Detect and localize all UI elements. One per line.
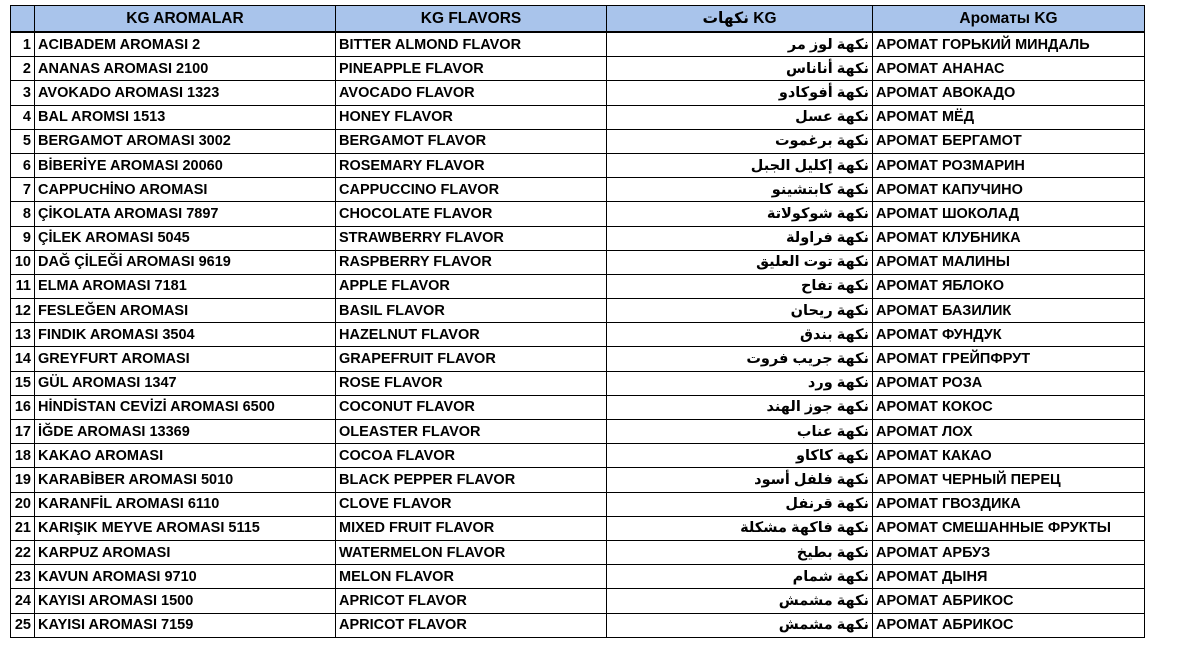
english-name-cell: APRICOT FLAVOR <box>336 613 607 637</box>
turkish-name-cell: İĞDE AROMASI 13369 <box>35 420 336 444</box>
turkish-name-cell: KAYISI AROMASI 7159 <box>35 613 336 637</box>
table-row <box>11 81 1145 105</box>
arabic-name-cell: نكهة فاكهة مشكلة <box>607 516 873 540</box>
russian-name-cell: АРОМАТ ГВОЗДИКА <box>873 492 1145 516</box>
header-row <box>11 6 1145 33</box>
turkish-name-cell: BİBERİYE AROMASI 20060 <box>35 153 336 177</box>
row-number-cell: 19 <box>11 468 35 492</box>
russian-name-cell: АРОМАТ КЛУБНИКА <box>873 226 1145 250</box>
row-number-cell: 14 <box>11 347 35 371</box>
arabic-name-cell: نكهة مشمش <box>607 613 873 637</box>
russian-name-cell: АРОМАТ ЛОХ <box>873 420 1145 444</box>
english-name-cell: BERGAMOT FLAVOR <box>336 129 607 153</box>
arabic-name-cell: نكهة مشمش <box>607 589 873 613</box>
row-number-cell: 22 <box>11 540 35 564</box>
row-number-cell: 20 <box>11 492 35 516</box>
table-row <box>11 105 1145 129</box>
table-row <box>11 129 1145 153</box>
arabic-name-cell: نكهة قرنفل <box>607 492 873 516</box>
english-name-cell: HONEY FLAVOR <box>336 105 607 129</box>
arabic-name-cell: نكهة جوز الهند <box>607 395 873 419</box>
turkish-name-cell: CAPPUCHİNO AROMASI <box>35 178 336 202</box>
russian-name-cell: АРОМАТ МЁД <box>873 105 1145 129</box>
english-name-cell: GRAPEFRUIT FLAVOR <box>336 347 607 371</box>
row-number-cell: 25 <box>11 613 35 637</box>
table-row <box>11 323 1145 347</box>
english-name-cell: BLACK PEPPER FLAVOR <box>336 468 607 492</box>
table-row <box>11 589 1145 613</box>
arabic-name-cell: نكهة تفاح <box>607 274 873 298</box>
russian-name-cell: АРОМАТ ГРЕЙПФРУТ <box>873 347 1145 371</box>
turkish-name-cell: GREYFURT AROMASI <box>35 347 336 371</box>
table-row <box>11 613 1145 637</box>
russian-name-cell: АРОМАТ АНАНАС <box>873 57 1145 81</box>
table-row <box>11 444 1145 468</box>
row-number-cell: 7 <box>11 178 35 202</box>
english-name-cell: BASIL FLAVOR <box>336 299 607 323</box>
arabic-name-cell: نكهة جريب فروت <box>607 347 873 371</box>
turkish-name-cell: AVOKADO AROMASI 1323 <box>35 81 336 105</box>
arabic-name-cell: نكهة عناب <box>607 420 873 444</box>
english-name-cell: WATERMELON FLAVOR <box>336 540 607 564</box>
table-row <box>11 274 1145 298</box>
arabic-name-cell: نكهة إكليل الجبل <box>607 153 873 177</box>
turkish-name-cell: GÜL AROMASI 1347 <box>35 371 336 395</box>
row-number-cell: 18 <box>11 444 35 468</box>
arabic-name-cell: نكهة كابتشينو <box>607 178 873 202</box>
row-number-cell: 21 <box>11 516 35 540</box>
table-row <box>11 565 1145 589</box>
turkish-name-cell: KAVUN AROMASI 9710 <box>35 565 336 589</box>
table-row <box>11 299 1145 323</box>
table-row <box>11 371 1145 395</box>
russian-name-cell: АРОМАТ МАЛИНЫ <box>873 250 1145 274</box>
russian-name-cell: АРОМАТ ШОКОЛАД <box>873 202 1145 226</box>
arabic-name-cell: نكهة أفوكادو <box>607 81 873 105</box>
turkish-name-cell: HİNDİSTAN CEVİZİ AROMASI 6500 <box>35 395 336 419</box>
russian-name-cell: АРОМАТ АБРИКОС <box>873 589 1145 613</box>
arabic-name-cell: نكهة شوكولاتة <box>607 202 873 226</box>
arabic-name-cell: نكهة فراولة <box>607 226 873 250</box>
row-number-cell: 16 <box>11 395 35 419</box>
english-name-cell: CLOVE FLAVOR <box>336 492 607 516</box>
turkish-name-cell: ANANAS AROMASI 2100 <box>35 57 336 81</box>
table-row <box>11 492 1145 516</box>
english-name-cell: APPLE FLAVOR <box>336 274 607 298</box>
english-name-cell: CAPPUCCINO FLAVOR <box>336 178 607 202</box>
row-number-cell: 9 <box>11 226 35 250</box>
row-number-cell: 5 <box>11 129 35 153</box>
russian-name-cell: АРОМАТ АВОКАДО <box>873 81 1145 105</box>
english-name-cell: OLEASTER FLAVOR <box>336 420 607 444</box>
turkish-name-cell: ELMA AROMASI 7181 <box>35 274 336 298</box>
turkish-name-cell: BAL AROMSI 1513 <box>35 105 336 129</box>
turkish-name-cell: FINDIK AROMASI 3504 <box>35 323 336 347</box>
russian-name-cell: АРОМАТ АБРИКОС <box>873 613 1145 637</box>
russian-name-cell: АРОМАТ ДЫНЯ <box>873 565 1145 589</box>
english-name-cell: COCONUT FLAVOR <box>336 395 607 419</box>
row-number-cell: 17 <box>11 420 35 444</box>
russian-name-cell: АРОМАТ АРБУЗ <box>873 540 1145 564</box>
arabic-name-cell: نكهة بطيخ <box>607 540 873 564</box>
row-number-cell: 1 <box>11 32 35 57</box>
turkish-name-cell: KARPUZ AROMASI <box>35 540 336 564</box>
table-row <box>11 395 1145 419</box>
table-row <box>11 226 1145 250</box>
russian-name-cell: АРОМАТ КАКАО <box>873 444 1145 468</box>
row-number-cell: 2 <box>11 57 35 81</box>
header-number <box>11 6 35 33</box>
row-number-cell: 24 <box>11 589 35 613</box>
table-row <box>11 202 1145 226</box>
english-name-cell: ROSEMARY FLAVOR <box>336 153 607 177</box>
english-name-cell: HAZELNUT FLAVOR <box>336 323 607 347</box>
table-row <box>11 57 1145 81</box>
arabic-name-cell: نكهة عسل <box>607 105 873 129</box>
row-number-cell: 10 <box>11 250 35 274</box>
russian-name-cell: АРОМАТ КОКОС <box>873 395 1145 419</box>
russian-name-cell: АРОМАТ БЕРГАМОТ <box>873 129 1145 153</box>
row-number-cell: 13 <box>11 323 35 347</box>
table-row <box>11 516 1145 540</box>
arabic-name-cell: نكهة كاكاو <box>607 444 873 468</box>
arabic-name-cell: نكهة شمام <box>607 565 873 589</box>
header-arabic: نكهات KG <box>607 6 873 33</box>
turkish-name-cell: DAĞ ÇİLEĞİ AROMASI 9619 <box>35 250 336 274</box>
russian-name-cell: АРОМАТ РОЗМАРИН <box>873 153 1145 177</box>
english-name-cell: AVOCADO FLAVOR <box>336 81 607 105</box>
table-row <box>11 540 1145 564</box>
arabic-name-cell: نكهة ورد <box>607 371 873 395</box>
english-name-cell: ROSE FLAVOR <box>336 371 607 395</box>
turkish-name-cell: ÇİLEK AROMASI 5045 <box>35 226 336 250</box>
arabic-name-cell: نكهة أناناس <box>607 57 873 81</box>
row-number-cell: 11 <box>11 274 35 298</box>
header-turkish: KG AROMALAR <box>35 6 336 33</box>
turkish-name-cell: KARANFİL AROMASI 6110 <box>35 492 336 516</box>
row-number-cell: 4 <box>11 105 35 129</box>
russian-name-cell: АРОМАТ СМЕШАННЫЕ ФРУКТЫ <box>873 516 1145 540</box>
flavor-table <box>10 5 1145 638</box>
table-row <box>11 178 1145 202</box>
english-name-cell: MIXED FRUIT FLAVOR <box>336 516 607 540</box>
turkish-name-cell: KARIŞIK MEYVE AROMASI 5115 <box>35 516 336 540</box>
english-name-cell: COCOA FLAVOR <box>336 444 607 468</box>
russian-name-cell: АРОМАТ РОЗА <box>873 371 1145 395</box>
english-name-cell: RASPBERRY FLAVOR <box>336 250 607 274</box>
table-row <box>11 347 1145 371</box>
row-number-cell: 3 <box>11 81 35 105</box>
table-row <box>11 420 1145 444</box>
table-row <box>11 468 1145 492</box>
arabic-name-cell: نكهة لوز مر <box>607 32 873 57</box>
russian-name-cell: АРОМАТ ГОРЬКИЙ МИНДАЛЬ <box>873 32 1145 57</box>
english-name-cell: CHOCOLATE FLAVOR <box>336 202 607 226</box>
english-name-cell: PINEAPPLE FLAVOR <box>336 57 607 81</box>
turkish-name-cell: ÇİKOLATA AROMASI 7897 <box>35 202 336 226</box>
russian-name-cell: АРОМАТ ФУНДУК <box>873 323 1145 347</box>
arabic-name-cell: نكهة بندق <box>607 323 873 347</box>
table-row <box>11 153 1145 177</box>
table-row <box>11 250 1145 274</box>
russian-name-cell: АРОМАТ БАЗИЛИК <box>873 299 1145 323</box>
header-russian: Ароматы KG <box>873 6 1145 33</box>
russian-name-cell: АРОМАТ КАПУЧИНО <box>873 178 1145 202</box>
arabic-name-cell: نكهة ريحان <box>607 299 873 323</box>
row-number-cell: 23 <box>11 565 35 589</box>
english-name-cell: STRAWBERRY FLAVOR <box>336 226 607 250</box>
row-number-cell: 12 <box>11 299 35 323</box>
english-name-cell: MELON FLAVOR <box>336 565 607 589</box>
russian-name-cell: АРОМАТ ЧЕРНЫЙ ПЕРЕЦ <box>873 468 1145 492</box>
header-english: KG FLAVORS <box>336 6 607 33</box>
turkish-name-cell: KAKAO AROMASI <box>35 444 336 468</box>
turkish-name-cell: KAYISI AROMASI 1500 <box>35 589 336 613</box>
row-number-cell: 8 <box>11 202 35 226</box>
english-name-cell: BITTER ALMOND FLAVOR <box>336 32 607 57</box>
table-row <box>11 32 1145 57</box>
turkish-name-cell: ACIBADEM AROMASI 2 <box>35 32 336 57</box>
arabic-name-cell: نكهة فلفل أسود <box>607 468 873 492</box>
arabic-name-cell: نكهة توت العليق <box>607 250 873 274</box>
english-name-cell: APRICOT FLAVOR <box>336 589 607 613</box>
turkish-name-cell: FESLEĞEN AROMASI <box>35 299 336 323</box>
turkish-name-cell: BERGAMOT AROMASI 3002 <box>35 129 336 153</box>
row-number-cell: 6 <box>11 153 35 177</box>
turkish-name-cell: KARABİBER AROMASI 5010 <box>35 468 336 492</box>
row-number-cell: 15 <box>11 371 35 395</box>
russian-name-cell: АРОМАТ ЯБЛОКО <box>873 274 1145 298</box>
arabic-name-cell: نكهة برغموت <box>607 129 873 153</box>
